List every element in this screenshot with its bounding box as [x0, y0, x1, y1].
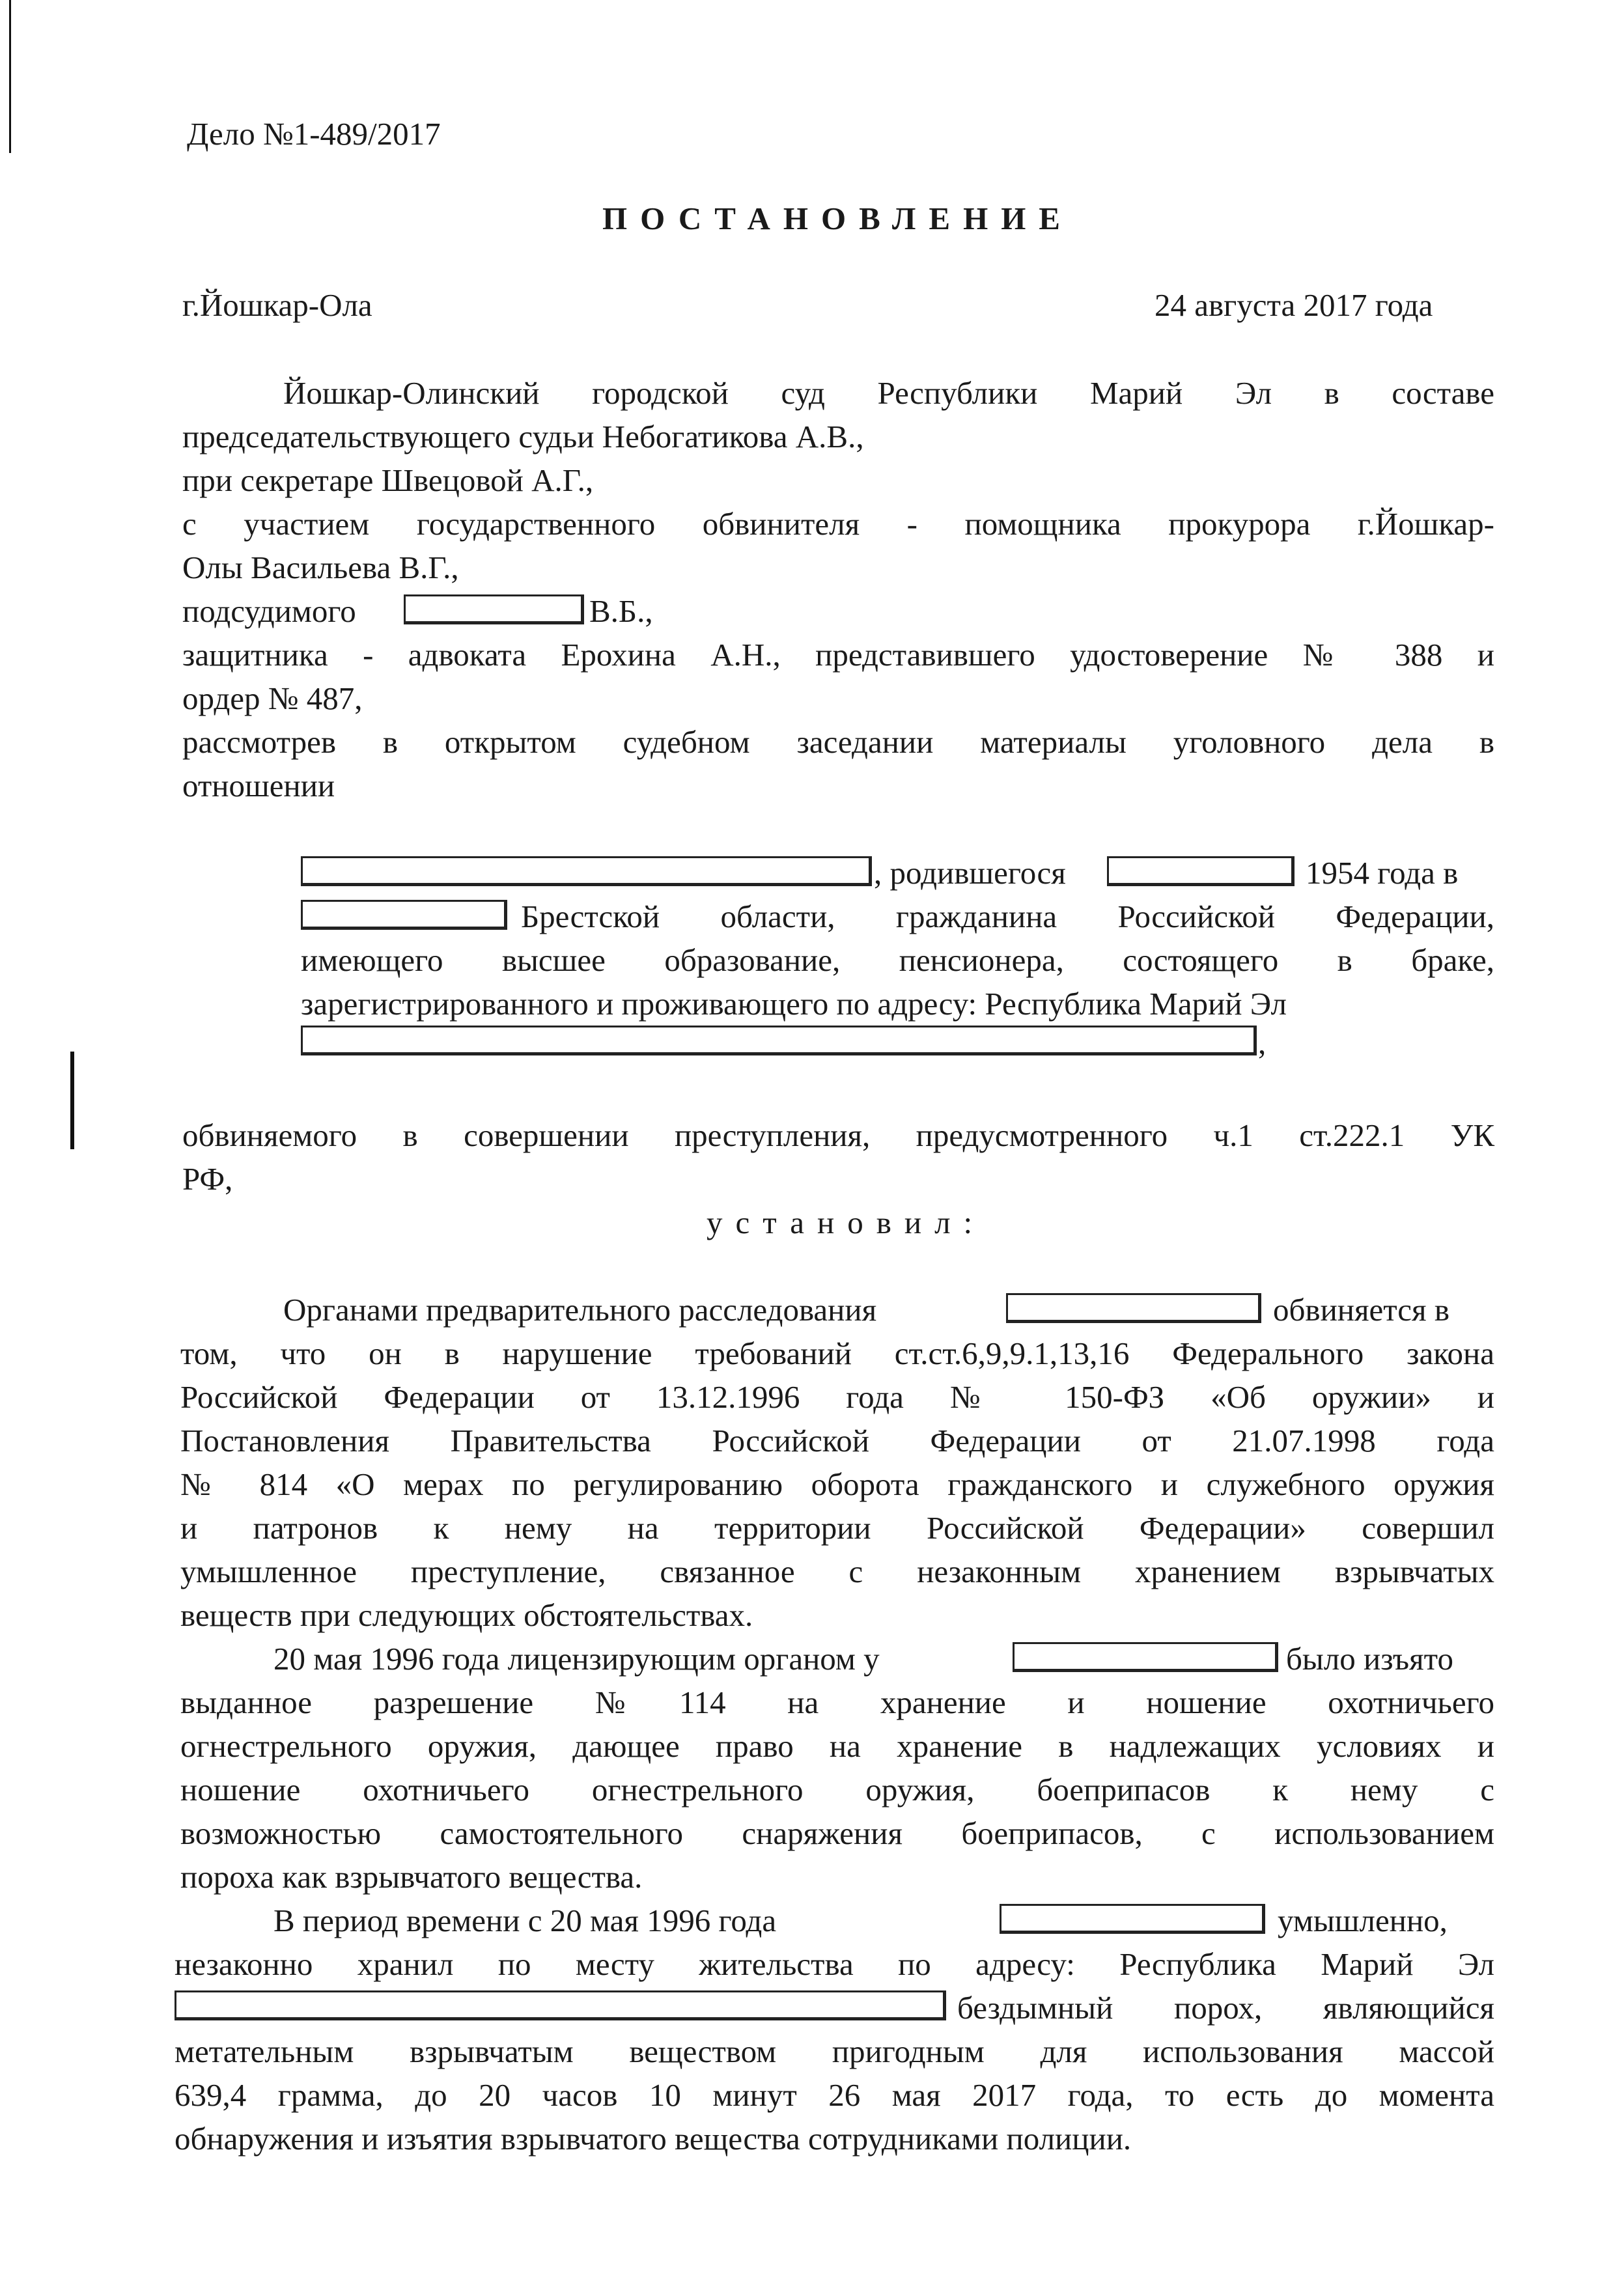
body-p3-line-6: обнаружения и изъятия взрывчатого вещества сотрудниками полиции.: [175, 2121, 1132, 2157]
court-line-9: рассмотрев в открытом судебном заседании материалы уголовного дела в: [182, 724, 1494, 760]
redacted-box: [1013, 1642, 1278, 1672]
redacted-box: [1006, 1293, 1261, 1323]
established-heading: установил:: [707, 1205, 986, 1240]
document-date: 24 августа 2017 года: [1155, 287, 1433, 323]
document-city: г.Йошкар-Ола: [182, 287, 372, 323]
body-p1-line-3: Российской Федерации от 13.12.1996 года № 150-ФЗ «Об оружии» и: [180, 1379, 1494, 1415]
redacted-box: [1000, 1904, 1265, 1934]
body-p1-line-2: том, что он в нарушение требований ст.ст.6,9,9.1,13,16 Федерального закона: [180, 1335, 1494, 1371]
charge-line-2: РФ,: [182, 1161, 233, 1197]
body-p1-line-7: умышленное преступление, связанное с незаконным хранением взрывчатых: [180, 1554, 1494, 1589]
case-number: Дело №1-489/2017: [187, 116, 441, 152]
document-title: ПОСТАНОВЛЕНИЕ: [602, 201, 1073, 236]
body-p1-line-5: № 814 «О мерах по регулированию оборота гражданского и служебного оружия: [180, 1466, 1494, 1502]
body-p3-line-1b: умышленно,: [1278, 1903, 1448, 1938]
body-p3-line-2: незаконно хранил по месту жительства по адресу: Республика Марий Эл: [175, 1946, 1494, 1982]
body-p1-line-1b: обвиняется в: [1273, 1292, 1449, 1328]
body-p1-line-8: веществ при следующих обстоятельствах.: [180, 1597, 753, 1633]
redacted-box: [175, 1990, 946, 2020]
body-p1-line-1a: Органами предварительного расследования: [283, 1292, 877, 1328]
defendant-line-4: зарегистрированного и проживающего по адресу: Республика Марий Эл: [301, 986, 1287, 1022]
redacted-box: [301, 900, 507, 930]
court-line-2: председательствующего судьи Небогатикова А.В.,: [182, 419, 864, 454]
body-p3-line-3: бездымный порох, являющийся: [957, 1990, 1494, 2026]
body-p1-line-6: и патронов к нему на территории Российской Федерации» совершил: [180, 1510, 1494, 1546]
body-p2-line-1b: было изъято: [1286, 1641, 1453, 1677]
defendant-line-5: ,: [1258, 1025, 1267, 1061]
scan-margin-line-top: [9, 0, 11, 153]
court-line-8: ордер № 487,: [182, 680, 363, 716]
court-line-3: при секретаре Швецовой А.Г.,: [182, 462, 594, 498]
defendant-label: подсудимого: [182, 593, 356, 629]
body-p2-line-5: возможностью самостоятельного снаряжения боеприпасов, с использованием: [180, 1815, 1494, 1851]
court-line-7: защитника - адвоката Ерохина А.Н., представившего удостоверение № 388 и: [182, 637, 1494, 673]
scan-margin-line-mid: [70, 1052, 74, 1149]
body-p2-line-4: ношение охотничьего огнестрельного оружия, боеприпасов к нему с: [180, 1772, 1494, 1808]
body-p3-line-5: 639,4 грамма, до 20 часов 10 минут 26 мая 2017 года, то есть до момента: [175, 2077, 1494, 2113]
redacted-box: [404, 594, 584, 624]
body-p3-line-1a: В период времени с 20 мая 1996 года: [273, 1903, 777, 1938]
defendant-line-1a: , родившегося: [874, 855, 1066, 891]
defendant-line-2: Брестской области, гражданина Российской Федерации,: [521, 899, 1494, 934]
defendant-line-1b: 1954 года в: [1306, 855, 1459, 891]
body-p3-line-4: метательным взрывчатым веществом пригодным для использования массой: [175, 2033, 1494, 2069]
body-p1-line-4: Постановления Правительства Российской Федерации от 21.07.1998 года: [180, 1423, 1494, 1459]
court-line-10: отношении: [182, 768, 335, 803]
court-line-1: Йошкар-Олинский городской суд Республики Марий Эл в составе: [283, 375, 1494, 411]
body-p2-line-3: огнестрельного оружия, дающее право на хранение в надлежащих условиях и: [180, 1728, 1494, 1764]
body-p2-line-6: пороха как взрывчатого вещества.: [180, 1859, 643, 1895]
defendant-initials: В.Б.,: [589, 593, 653, 629]
redacted-box: [1107, 856, 1295, 886]
court-line-5: Олы Васильева В.Г.,: [182, 550, 459, 585]
court-line-4: с участием государственного обвинителя - помощника прокурора г.Йошкар-: [182, 506, 1494, 542]
body-p2-line-1a: 20 мая 1996 года лицензирующим органом у: [273, 1641, 880, 1677]
body-p2-line-2: выданное разрешение №114 на хранение и ношение охотничьего: [180, 1684, 1494, 1720]
redacted-box: [301, 856, 872, 886]
redacted-box: [301, 1026, 1257, 1055]
charge-line-1: обвиняемого в совершении преступления, предусмотренного ч.1 ст.222.1 УК: [182, 1117, 1494, 1153]
defendant-line-3: имеющего высшее образование, пенсионера, состоящего в браке,: [301, 942, 1494, 978]
